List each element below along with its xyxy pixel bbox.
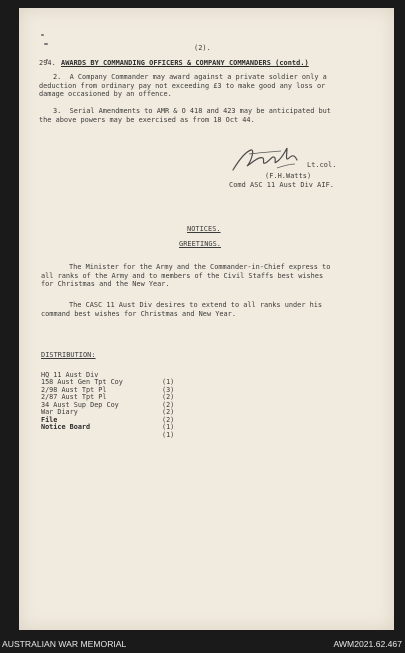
notices-heading: NOTICES. — [187, 225, 221, 233]
section-heading: AWARDS BY COMMANDING OFFICERS & COMPANY COMMANDERS (contd.) — [61, 59, 309, 67]
paragraph-3-line: the above powers may be exercised as from 18 Oct 44. — [39, 115, 255, 124]
distribution-unit: Notice Board — [41, 423, 91, 431]
footer-bar — [0, 636, 405, 653]
greetings-heading: GREETINGS. — [179, 240, 221, 248]
greetings-paragraph-2-line: The CASC 11 Aust Div desires to extend to all ranks under his — [69, 301, 323, 309]
distribution-heading: DISTRIBUTION: — [41, 351, 96, 359]
distribution-unit: 2/87 Aust Tpt Pl — [41, 393, 107, 401]
greetings-paragraph-2-line: command best wishes for Christmas and New Year. — [41, 309, 236, 318]
paragraph-2-line: deduction from ordinary pay not exceeding £3 to make good any loss or — [39, 81, 326, 90]
accession-number: AWM2021.62.467 — [333, 639, 402, 649]
distribution-qty: (2) — [162, 415, 175, 424]
distribution-unit: 158 Aust Gen Tpt Coy — [41, 378, 123, 386]
punch-mark-mid — [44, 43, 48, 45]
distribution-qty: (3) — [162, 385, 175, 394]
paragraph-3-line: 3. Serial Amendments to AMR & O 418 and 423 may be anticipated but — [53, 107, 331, 115]
distribution-qty: (1) — [162, 423, 175, 431]
signatory-appointment: Comd ASC 11 Aust Div AIF. — [229, 181, 334, 189]
institution-credit: AUSTRALIAN WAR MEMORIAL — [2, 639, 127, 649]
greetings-paragraph-1-line: The Minister for the Army and the Commander-in-Chief express to — [69, 263, 331, 271]
distribution-qty: (2) — [162, 408, 175, 416]
section-number: 294. — [39, 59, 56, 67]
signatory-name: (F.H.Watts) — [265, 172, 312, 180]
document-page — [19, 8, 394, 630]
distribution-unit: 34 Aust Sup Dep Coy — [41, 400, 119, 409]
signatory-rank: Lt.col. — [307, 161, 337, 169]
distribution-unit: File — [41, 415, 58, 424]
page-number: (2). — [194, 44, 211, 52]
paragraph-2-line: damage occasioned by an offence. — [39, 90, 172, 99]
punch-mark-top — [41, 34, 44, 36]
distribution-qty: (1) — [162, 430, 175, 439]
signature-image — [229, 140, 309, 176]
distribution-list — [41, 364, 191, 439]
distribution-unit: 2/98 Aust Tpt Pl — [41, 385, 107, 394]
distribution-unit: War Diary — [41, 408, 78, 416]
distribution-unit: HQ 11 Aust Div — [41, 370, 99, 379]
paragraph-2-line: 2. A Company Commander may award against a private soldier only a — [53, 73, 327, 81]
distribution-qty: (1) — [162, 378, 175, 386]
greetings-paragraph-1-line: for Christmas and the New Year. — [41, 280, 170, 289]
list-item — [41, 417, 191, 439]
greetings-paragraph-1-line: all ranks of the Army and to members of the Civil Staffs best wishes — [41, 271, 324, 280]
distribution-qty: (2) — [162, 393, 175, 401]
distribution-qty: (2) — [162, 400, 175, 409]
